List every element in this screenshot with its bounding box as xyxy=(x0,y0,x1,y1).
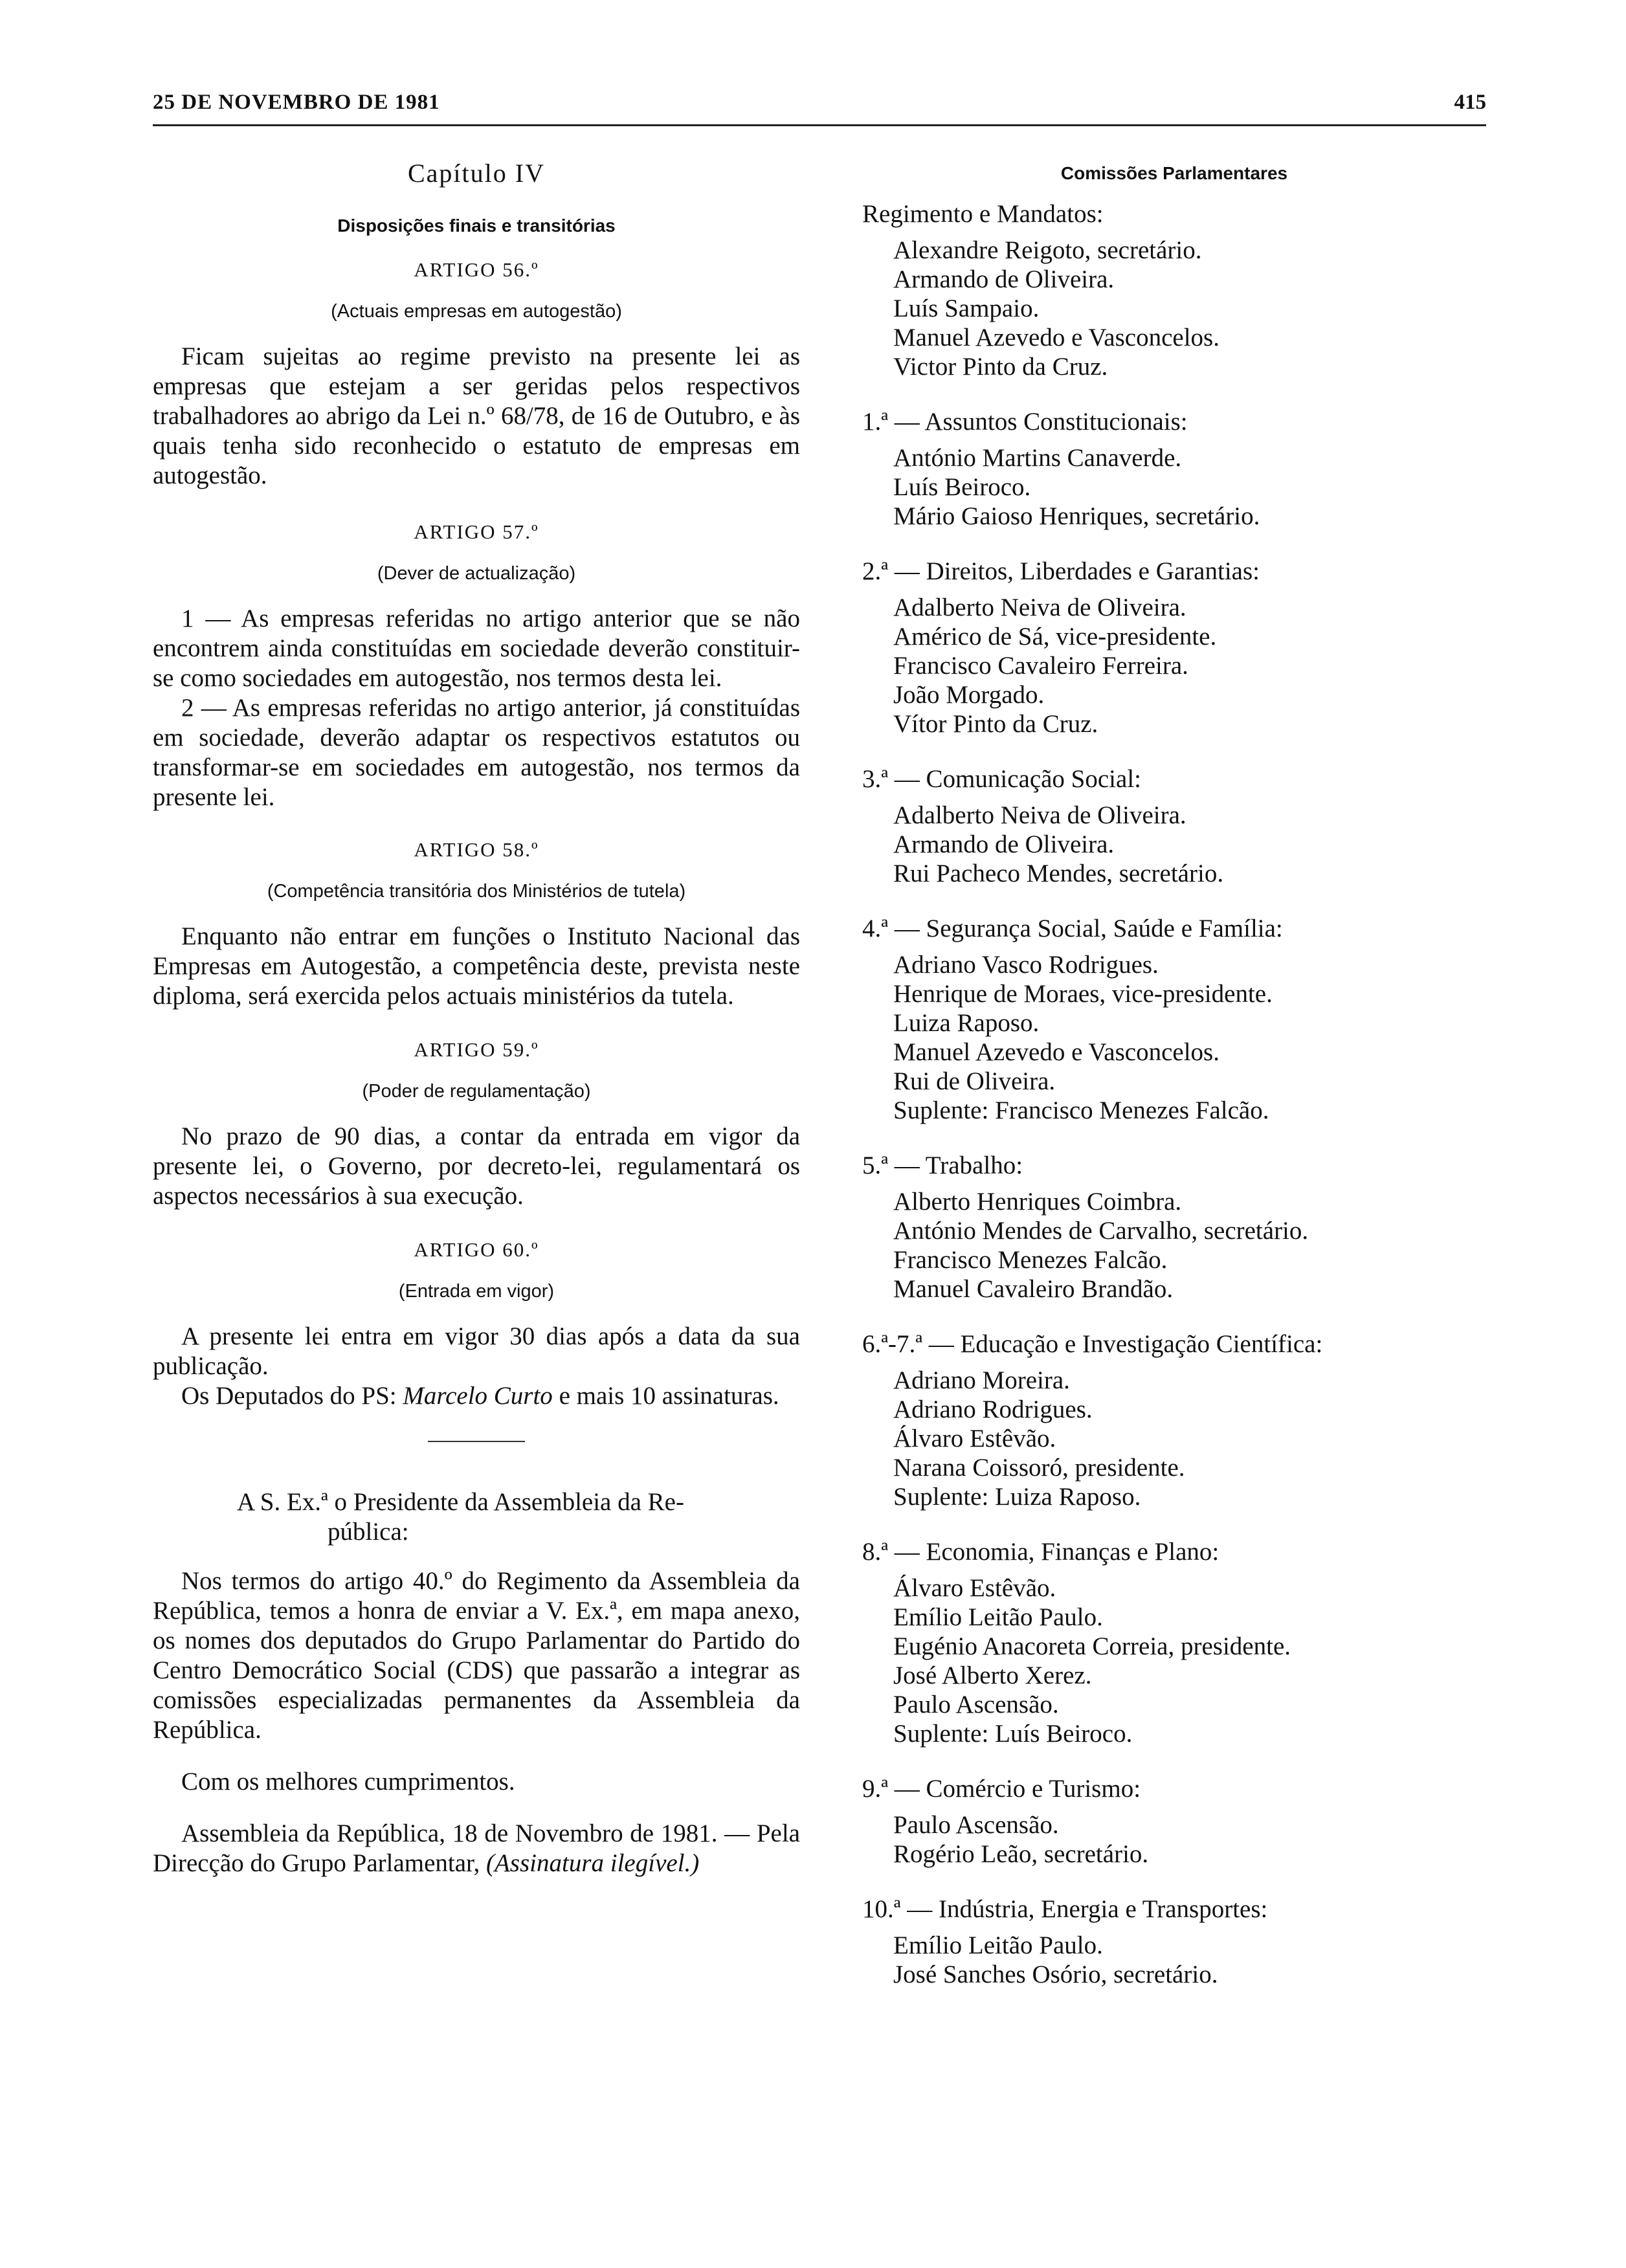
commission-heading: Regimento e Mandatos: xyxy=(862,200,1104,228)
article-paragraph: No prazo de 90 dias, a contar da entrada em vigor da presente lei, o Governo, por decreto-lei, regulamentará os aspectos necessários à sua execução. xyxy=(153,1122,800,1210)
article-title: (Dever de actualização) xyxy=(377,563,576,584)
member-name: Manuel Azevedo e Vasconcelos. xyxy=(893,1038,1220,1066)
article-title: (Entrada em vigor) xyxy=(398,1281,555,1302)
commission-group xyxy=(862,557,1486,739)
page-number: 415 xyxy=(1454,91,1486,114)
member-list xyxy=(862,801,1486,888)
closing-signature: (Assinatura ilegível.) xyxy=(485,1849,700,1877)
commission-heading: 10.ª — Indústria, Energia e Transportes: xyxy=(862,1895,1268,1923)
member-name: Luís Sampaio. xyxy=(893,295,1040,322)
article-title: (Poder de regulamentação) xyxy=(362,1081,591,1102)
member-name: Victor Pinto da Cruz. xyxy=(893,353,1108,381)
member-name: João Morgado. xyxy=(893,681,1045,709)
member-name: Rui de Oliveira. xyxy=(893,1067,1056,1095)
address-line: A S. Ex.ª o Presidente da Assembleia da Re- xyxy=(237,1488,684,1516)
article-paragraph: 2 — As empresas referidas no artigo anterior, já constituídas em sociedade, deverão adaptar os respectivos estatutos ou transformar-se em sociedades em autogestão, nos termos da presente lei. xyxy=(153,694,800,811)
member-list xyxy=(862,1573,1486,1748)
member-name: Adriano Vasco Rodrigues. xyxy=(893,951,1159,979)
member-name: Francisco Cavaleiro Ferreira. xyxy=(893,652,1188,680)
article-number: ARTIGO 60.º xyxy=(414,1238,539,1261)
signature-prefix: Os Deputados do PS: xyxy=(181,1382,403,1410)
member-name: Álvaro Estêvão. xyxy=(893,1574,1056,1602)
member-list xyxy=(862,1366,1486,1511)
member-name: Adalberto Neiva de Oliveira. xyxy=(893,801,1186,829)
commission-heading: 4.ª — Segurança Social, Saúde e Família: xyxy=(862,915,1283,942)
member-name: António Mendes de Carvalho, secretário. xyxy=(893,1217,1309,1245)
member-name: Eugénio Anacoreta Correia, presidente. xyxy=(893,1632,1291,1660)
article-60 xyxy=(153,1238,800,1411)
commission-heading: 6.ª-7.ª — Educação e Investigação Científica: xyxy=(862,1330,1323,1358)
member-name: Vítor Pinto da Cruz. xyxy=(893,710,1098,738)
member-name: Alberto Henriques Coimbra. xyxy=(893,1188,1182,1216)
member-name: Adriano Moreira. xyxy=(893,1366,1070,1394)
commission-group xyxy=(862,914,1486,1125)
member-list xyxy=(862,1931,1486,1989)
article-56 xyxy=(153,258,800,491)
member-name: Henrique de Moraes, vice-presidente. xyxy=(893,980,1273,1008)
article-number: ARTIGO 59.º xyxy=(414,1038,539,1061)
page-header xyxy=(153,91,1486,129)
member-list xyxy=(862,593,1486,739)
commission-group xyxy=(862,1151,1486,1304)
member-name: Álvaro Estêvão. xyxy=(893,1425,1056,1452)
commissions-title: Comissões Parlamentares xyxy=(1060,163,1288,183)
commission-group xyxy=(862,199,1486,381)
member-list xyxy=(862,443,1486,531)
member-name: José Sanches Osório, secretário. xyxy=(893,1961,1218,1988)
member-name: Manuel Cavaleiro Brandão. xyxy=(893,1275,1174,1303)
member-name: Paulo Ascensão. xyxy=(893,1691,1059,1718)
member-name: Adalberto Neiva de Oliveira. xyxy=(893,594,1186,621)
member-list xyxy=(862,950,1486,1125)
commission-group xyxy=(862,1329,1486,1511)
page-date: 25 DE NOVEMBRO DE 1981 xyxy=(153,91,440,114)
article-59 xyxy=(153,1038,800,1211)
member-name: Alexandre Reigoto, secretário. xyxy=(893,236,1202,264)
chapter-title: Capítulo IV xyxy=(408,159,545,188)
member-name: José Alberto Xerez. xyxy=(893,1662,1092,1689)
signature-line xyxy=(153,1381,800,1411)
member-list xyxy=(862,1810,1486,1869)
commission-group xyxy=(862,1774,1486,1869)
header-rule xyxy=(153,124,1486,126)
closing-text: Assembleia da República, 18 de Novembro de 1981. — Pela Direcção do Grupo Parlamentar, xyxy=(153,1819,800,1877)
member-list xyxy=(862,236,1486,381)
commission-group xyxy=(862,1537,1486,1748)
article-number: ARTIGO 56.º xyxy=(414,258,539,281)
article-58 xyxy=(153,838,800,1011)
article-paragraph: Ficam sujeitas ao regime previsto na presente lei as empresas que estejam a ser geridas pelos respectivos trabalhadores ao abrigo da Lei n.º 68/78, de 16 de Outubro, e às quais tenha sido reconhecido o estatuto de empresas em autogestão. xyxy=(153,342,800,489)
article-number: ARTIGO 58.º xyxy=(414,838,539,861)
member-name: Narana Coissoró, presidente. xyxy=(893,1454,1185,1482)
member-name: António Martins Canaverde. xyxy=(893,444,1182,472)
commission-group xyxy=(862,764,1486,888)
member-name: Luiza Raposo. xyxy=(893,1009,1040,1037)
section-divider xyxy=(428,1441,525,1442)
article-57 xyxy=(153,520,800,812)
commission-group xyxy=(862,407,1486,531)
member-name: Suplente: Luís Beiroco. xyxy=(893,1720,1133,1748)
member-name: Suplente: Francisco Menezes Falcão. xyxy=(893,1096,1269,1124)
member-name: Manuel Azevedo e Vasconcelos. xyxy=(893,324,1220,351)
member-name: Américo de Sá, vice-presidente. xyxy=(893,623,1217,650)
address-line-2: pública: xyxy=(328,1518,409,1546)
article-paragraph: 1 — As empresas referidas no artigo anterior que se não encontrem ainda constituídas em sociedade deverão constituir-se como sociedades em autogestão, nos termos desta lei. xyxy=(153,605,800,692)
commission-group xyxy=(862,1895,1486,1989)
member-name: Paulo Ascensão. xyxy=(893,1811,1059,1839)
member-name: Luís Beiroco. xyxy=(893,473,1031,501)
letter-closing xyxy=(153,1819,800,1878)
commission-groups xyxy=(862,199,1486,1989)
letter-body: Nos termos do artigo 40.º do Regimento da Assembleia da República, temos a honra de enviar a V. Ex.ª, em mapa anexo, os nomes dos deputados do Grupo Parlamentar do Partido do Centro Democrático Social (CDS) que passarão a integrar as comissões especializadas permanentes da Assembleia da República. xyxy=(153,1567,800,1744)
commission-heading: 2.ª — Direitos, Liberdades e Garantias: xyxy=(862,557,1260,585)
commission-heading: 5.ª — Trabalho: xyxy=(862,1151,1023,1179)
commission-heading: 1.ª — Assuntos Constitucionais: xyxy=(862,408,1188,436)
article-title: (Actuais empresas em autogestão) xyxy=(331,301,622,322)
member-name: Rui Pacheco Mendes, secretário. xyxy=(893,860,1224,887)
signature-suffix: e mais 10 assinaturas. xyxy=(552,1382,779,1410)
chapter-subtitle: Disposições finais e transitórias xyxy=(337,216,616,236)
article-title: (Competência transitória dos Ministérios de tutela) xyxy=(267,881,686,902)
member-name: Emílio Leitão Paulo. xyxy=(893,1603,1103,1631)
article-paragraph: Enquanto não entrar em funções o Instituto Nacional das Empresas em Autogestão, a competência deste, prevista neste diploma, será exercida pelos actuais ministérios da tutela. xyxy=(153,922,800,1010)
signature-name: Marcelo Curto xyxy=(403,1382,553,1410)
article-number: ARTIGO 57.º xyxy=(414,520,539,543)
member-name: Suplente: Luiza Raposo. xyxy=(893,1483,1141,1511)
member-list xyxy=(862,1187,1486,1304)
member-name: Rogério Leão, secretário. xyxy=(893,1840,1149,1868)
commission-heading: 9.ª — Comércio e Turismo: xyxy=(862,1775,1141,1803)
article-paragraph: A presente lei entra em vigor 30 dias após a data da sua publicação. xyxy=(153,1322,800,1380)
member-name: Emílio Leitão Paulo. xyxy=(893,1931,1103,1959)
letter-greeting: Com os melhores cumprimentos. xyxy=(181,1768,515,1796)
member-name: Armando de Oliveira. xyxy=(893,265,1115,293)
commission-heading: 3.ª — Comunicação Social: xyxy=(862,765,1141,793)
left-column xyxy=(153,149,800,1878)
commission-heading: 8.ª — Economia, Finanças e Plano: xyxy=(862,1538,1220,1566)
right-column xyxy=(862,149,1486,1989)
member-name: Armando de Oliveira. xyxy=(893,830,1115,858)
member-name: Adriano Rodrigues. xyxy=(893,1395,1093,1423)
member-name: Francisco Menezes Falcão. xyxy=(893,1246,1168,1274)
member-name: Mário Gaioso Henriques, secretário. xyxy=(893,502,1260,530)
